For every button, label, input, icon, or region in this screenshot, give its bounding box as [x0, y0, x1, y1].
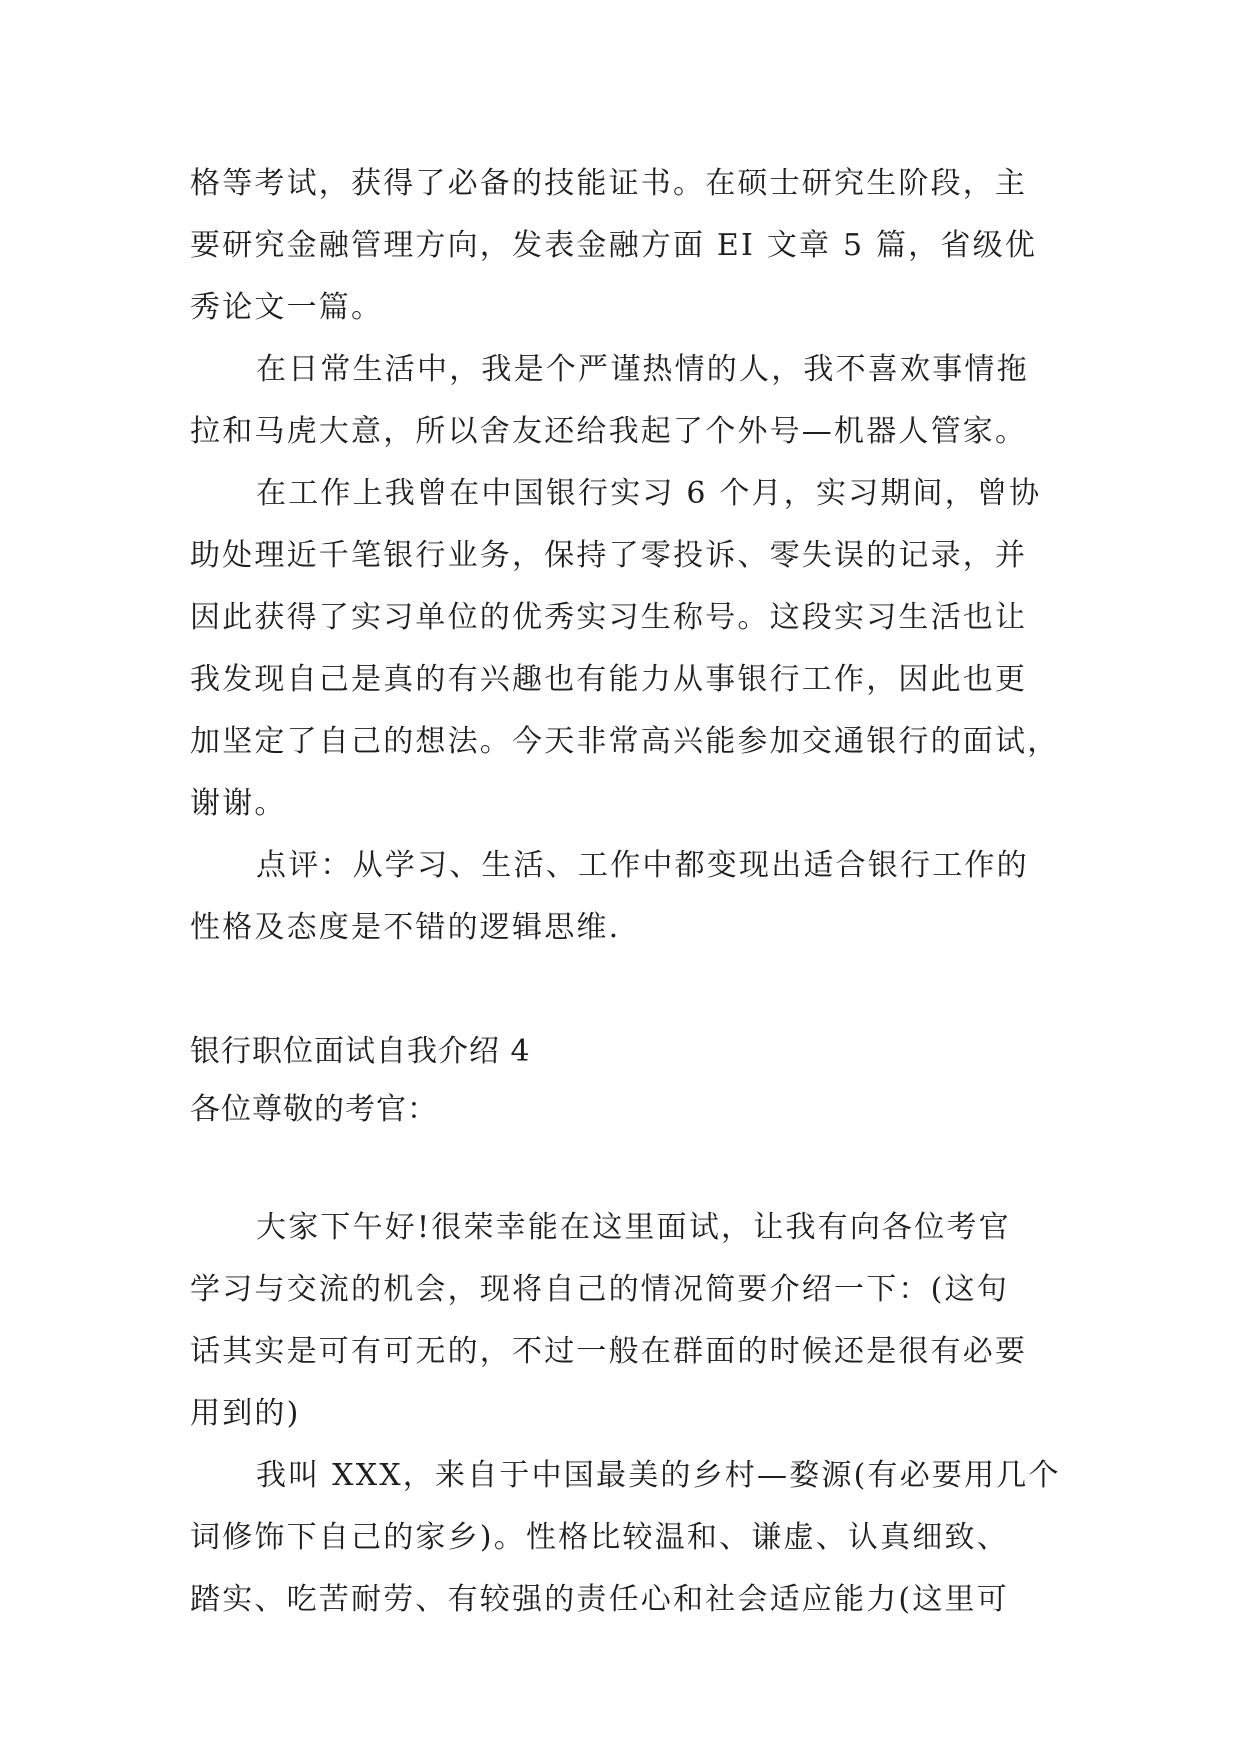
body-text-line: 格等考试，获得了必备的技能证书。在硕士研究生阶段，主 — [190, 166, 1028, 201]
comment-first-line: 点评：从学习、生活、工作中都变现出适合银行工作的 — [256, 848, 1029, 883]
body-text-line: 学习与交流的机会，现将自己的情况简要介绍一下：(这句 — [190, 1272, 1009, 1307]
body-text-line: 拉和马虎大意，所以舍友还给我起了个外号—机器人管家。 — [190, 414, 1028, 449]
body-text-line: 要研究金融管理方向，发表金融方面 EI 文章 5 篇，省级优 — [190, 228, 1037, 263]
body-text-line: 秀论文一篇。 — [190, 290, 384, 325]
body-text-line: 词修饰下自己的家乡)。性格比较温和、谦虚、认真细致、 — [190, 1520, 1009, 1555]
comment-line: 性格及态度是不错的逻辑思维. — [190, 910, 621, 945]
body-text-line: 加坚定了自己的想法。今天非常高兴能参加交通银行的面试， — [190, 724, 1060, 759]
body-text-line: 因此获得了实习单位的优秀实习生称号。这段实习生活也让 — [190, 600, 1028, 635]
body-text-line: 谢谢。 — [190, 786, 287, 821]
salutation: 各位尊敬的考官： — [190, 1092, 438, 1127]
paragraph-first-line: 大家下午好!很荣幸能在这里面试，让我有向各位考官 — [256, 1210, 1011, 1245]
paragraph-first-line: 在工作上我曾在中国银行实习 6 个月，实习期间，曾协 — [256, 476, 1042, 511]
body-text-line: 助处理近千笔银行业务，保持了零投诉、零失误的记录，并 — [190, 538, 1028, 573]
body-text-line: 用到的) — [190, 1396, 301, 1431]
body-text-line: 我发现自己是真的有兴趣也有能力从事银行工作，因此也更 — [190, 662, 1028, 697]
paragraph-first-line: 我叫 XXX，来自于中国最美的乡村—婺源(有必要用几个 — [256, 1458, 1061, 1493]
body-text-line: 踏实、吃苦耐劳、有较强的责任心和社会适应能力(这里可 — [190, 1582, 1009, 1617]
body-text-line: 话其实是可有可无的，不过一般在群面的时候还是很有必要 — [190, 1334, 1028, 1369]
section-heading: 银行职位面试自我介绍 4 — [190, 1034, 531, 1069]
paragraph-first-line: 在日常生活中，我是个严谨热情的人，我不喜欢事情拖 — [256, 352, 1029, 387]
